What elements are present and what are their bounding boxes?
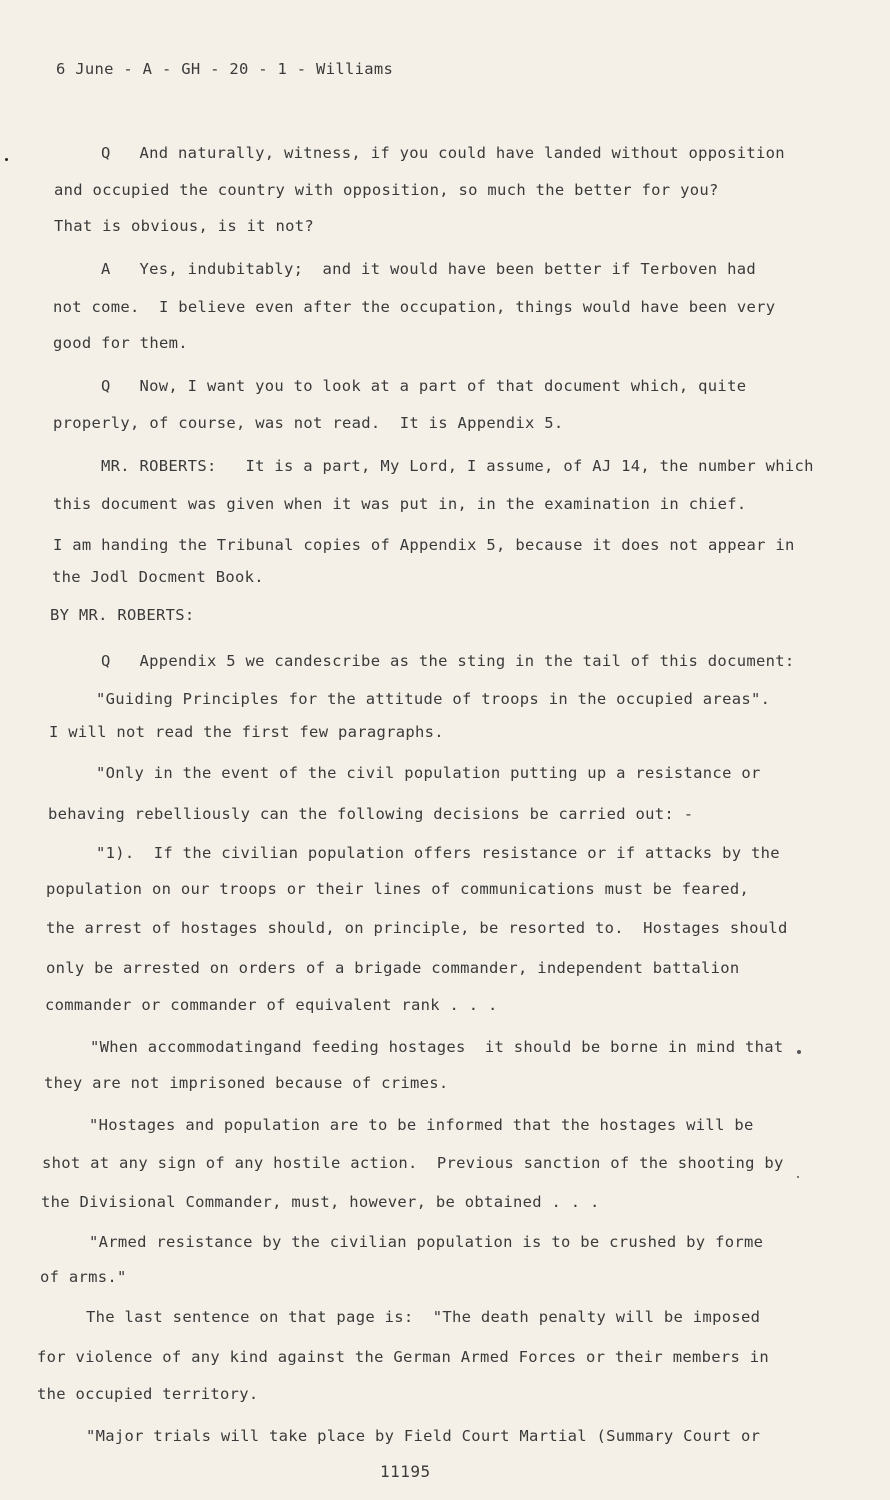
text-line: the arrest of hostages should, on principle, be resorted to. Hostages should xyxy=(46,919,788,937)
text-line: MR. ROBERTS: It is a part, My Lord, I assume, of AJ 14, the number which xyxy=(101,457,814,475)
text-line: not come. I believe even after the occupation, things would have been very xyxy=(53,298,776,316)
text-line: "When accommodatingand feeding hostages it should be borne in mind that xyxy=(90,1038,784,1056)
text-line: Q Now, I want you to look at a part of that document which, quite xyxy=(101,377,747,395)
text-line: they are not imprisoned because of crimes. xyxy=(44,1074,449,1092)
document-header: 6 June - A - GH - 20 - 1 - Williams xyxy=(56,60,394,78)
text-line: the Divisional Commander, must, however, be obtained . . . xyxy=(41,1193,600,1211)
text-line: "Armed resistance by the civilian population is to be crushed by forme xyxy=(89,1233,764,1251)
text-line: "1). If the civilian population offers resistance or if attacks by the xyxy=(96,844,780,862)
text-line: A Yes, indubitably; and it would have been better if Terboven had xyxy=(101,260,756,278)
text-line: of arms." xyxy=(40,1268,127,1286)
text-line: good for them. xyxy=(53,334,188,352)
text-line: behaving rebelliously can the following decisions be carried out: - xyxy=(48,805,694,823)
page-number: 11195 xyxy=(380,1462,431,1481)
text-line: Q Appendix 5 we candescribe as the sting in the tail of this document: xyxy=(101,652,795,670)
text-line: the Jodl Docment Book. xyxy=(52,568,264,586)
text-line: commander or commander of equivalent rank . . . xyxy=(45,996,498,1014)
text-line: and occupied the country with opposition, so much the better for you? xyxy=(54,181,719,199)
text-line: That is obvious, is it not? xyxy=(54,217,315,235)
margin-speck xyxy=(5,158,8,161)
text-line: for violence of any kind against the German Armed Forces or their members in xyxy=(37,1348,770,1366)
text-line: this document was given when it was put in, in the examination in chief. xyxy=(53,495,747,513)
text-line: "Hostages and population are to be informed that the hostages will be xyxy=(89,1116,754,1134)
text-line: "Guiding Principles for the attitude of troops in the occupied areas". xyxy=(96,690,771,708)
text-line: population on our troops or their lines of communications must be feared, xyxy=(46,880,750,898)
text-line: I am handing the Tribunal copies of Appendix 5, because it does not appear in xyxy=(53,536,795,554)
margin-speck xyxy=(797,1176,799,1178)
text-line: The last sentence on that page is: "The death penalty will be imposed xyxy=(86,1308,761,1326)
text-line: the occupied territory. xyxy=(37,1385,259,1403)
text-line: properly, of course, was not read. It is Appendix 5. xyxy=(53,414,564,432)
text-line: shot at any sign of any hostile action. Previous sanction of the shooting by xyxy=(42,1154,784,1172)
text-line: BY MR. ROBERTS: xyxy=(50,606,195,624)
text-line: Q And naturally, witness, if you could have landed without opposition xyxy=(101,144,785,162)
text-line: only be arrested on orders of a brigade commander, independent battalion xyxy=(46,959,740,977)
margin-speck xyxy=(797,1050,801,1054)
text-line: "Major trials will take place by Field Court Martial (Summary Court or xyxy=(86,1427,761,1445)
text-line: "Only in the event of the civil population putting up a resistance or xyxy=(96,764,761,782)
text-line: I will not read the first few paragraphs. xyxy=(49,723,444,741)
